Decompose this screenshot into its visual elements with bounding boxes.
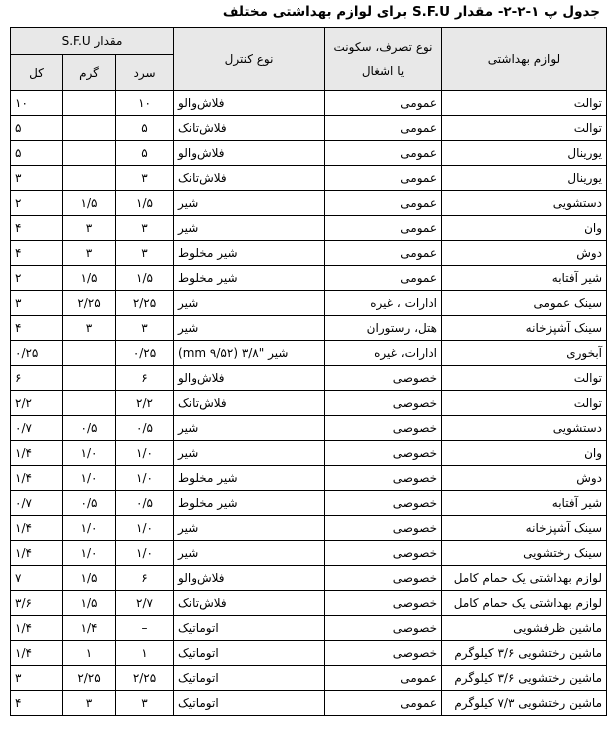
cell-usage: عمومی xyxy=(325,691,442,716)
cell-fixture: دستشویی xyxy=(442,191,607,216)
cell-control: فلاش‌تانک xyxy=(174,116,325,141)
table-row xyxy=(11,391,607,416)
cell-control: فلاش‌تانک xyxy=(174,166,325,191)
cell-usage: عمومی xyxy=(325,166,442,191)
cell-fixture: توالت xyxy=(442,391,607,416)
cell-fixture: توالت xyxy=(442,91,607,116)
cell-hot: ۳ xyxy=(63,316,116,341)
cell-fixture: دوش xyxy=(442,466,607,491)
cell-control: اتوماتیک xyxy=(174,691,325,716)
cell-fixture: دستشویی xyxy=(442,416,607,441)
cell-control: شیر xyxy=(174,516,325,541)
cell-total: ۱/۴ xyxy=(11,466,63,491)
cell-usage: خصوصی xyxy=(325,466,442,491)
cell-hot xyxy=(63,141,116,166)
header-total: کل xyxy=(11,55,63,91)
cell-total: ۲/۲ xyxy=(11,391,63,416)
cell-total: ۱/۴ xyxy=(11,541,63,566)
cell-cold: ۱/۵ xyxy=(116,191,174,216)
cell-fixture: سینک آشپزخانه xyxy=(442,516,607,541)
cell-fixture: لوازم بهداشتی یک حمام کامل xyxy=(442,591,607,616)
table-row xyxy=(11,166,607,191)
cell-fixture: توالت xyxy=(442,116,607,141)
cell-usage: عمومی xyxy=(325,216,442,241)
cell-total: ۳ xyxy=(11,166,63,191)
cell-total: ۷ xyxy=(11,566,63,591)
cell-fixture: ماشین ظرفشویی xyxy=(442,616,607,641)
header-cold: سرد xyxy=(116,55,174,91)
cell-usage: خصوصی xyxy=(325,541,442,566)
cell-control: فلاش‌والو xyxy=(174,566,325,591)
table-header xyxy=(11,28,607,91)
table-row xyxy=(11,566,607,591)
cell-usage: عمومی xyxy=(325,91,442,116)
cell-cold: ۲/۲۵ xyxy=(116,291,174,316)
table-row xyxy=(11,91,607,116)
cell-hot: ۳ xyxy=(63,216,116,241)
cell-usage: عمومی xyxy=(325,266,442,291)
cell-hot: ۱/۵ xyxy=(63,591,116,616)
cell-cold: ۲/۲۵ xyxy=(116,666,174,691)
cell-total: ۵ xyxy=(11,141,63,166)
cell-cold: ۳ xyxy=(116,316,174,341)
cell-hot: ۱/۰ xyxy=(63,516,116,541)
header-usage: نوع تصرف، سکونت یا اشغال xyxy=(325,28,442,91)
cell-cold: ۰/۲۵ xyxy=(116,341,174,366)
cell-total: ۰/۲۵ xyxy=(11,341,63,366)
table-row xyxy=(11,116,607,141)
table-row xyxy=(11,691,607,716)
cell-fixture: ماشین رختشویی ۷/۳ کیلوگرم xyxy=(442,691,607,716)
cell-control: اتوماتیک xyxy=(174,616,325,641)
cell-hot: ۱/۰ xyxy=(63,541,116,566)
cell-total: ۱/۴ xyxy=(11,641,63,666)
cell-fixture: یورینال xyxy=(442,166,607,191)
table-title: جدول پ ۱-۲-۲- مقدار S.F.U برای لوازم بهداشتی مختلف xyxy=(222,4,600,20)
table-row xyxy=(11,441,607,466)
cell-total: ۵ xyxy=(11,116,63,141)
cell-total: ۶ xyxy=(11,366,63,391)
cell-usage: خصوصی xyxy=(325,516,442,541)
cell-control: شیر xyxy=(174,541,325,566)
cell-total: ۲ xyxy=(11,191,63,216)
cell-total: ۴ xyxy=(11,316,63,341)
table-row xyxy=(11,341,607,366)
header-hot: گرم xyxy=(63,55,116,91)
cell-usage: خصوصی xyxy=(325,491,442,516)
cell-hot: ۰/۵ xyxy=(63,491,116,516)
cell-hot: ۱ xyxy=(63,641,116,666)
sfu-table xyxy=(10,27,607,716)
cell-total: ۲ xyxy=(11,266,63,291)
cell-fixture: دوش xyxy=(442,241,607,266)
cell-fixture: سینک آشپزخانه xyxy=(442,316,607,341)
cell-cold: ۳ xyxy=(116,241,174,266)
cell-total: ۴ xyxy=(11,241,63,266)
table-row xyxy=(11,266,607,291)
header-control: نوع کنترل xyxy=(174,28,325,91)
cell-usage: عمومی xyxy=(325,241,442,266)
cell-cold: ۳ xyxy=(116,216,174,241)
cell-usage: عمومی xyxy=(325,191,442,216)
table-row xyxy=(11,641,607,666)
cell-usage: خصوصی xyxy=(325,441,442,466)
cell-cold: ۱/۵ xyxy=(116,266,174,291)
cell-fixture: سینک رختشویی xyxy=(442,541,607,566)
cell-cold: ۱/۰ xyxy=(116,516,174,541)
cell-hot: ۲/۲۵ xyxy=(63,291,116,316)
cell-usage: خصوصی xyxy=(325,416,442,441)
cell-hot: ۱/۰ xyxy=(63,466,116,491)
cell-control: شیر xyxy=(174,316,325,341)
cell-fixture: شیر آفتابه xyxy=(442,491,607,516)
cell-usage: عمومی xyxy=(325,666,442,691)
cell-hot xyxy=(63,166,116,191)
cell-control: فلاش‌والو xyxy=(174,141,325,166)
cell-fixture: توالت xyxy=(442,366,607,391)
table-row xyxy=(11,466,607,491)
cell-total: ۰/۷ xyxy=(11,416,63,441)
cell-total: ۳ xyxy=(11,291,63,316)
cell-cold: ۲/۷ xyxy=(116,591,174,616)
cell-cold: ۲/۲ xyxy=(116,391,174,416)
table-row xyxy=(11,291,607,316)
cell-control: شیر مخلوط xyxy=(174,241,325,266)
cell-usage: خصوصی xyxy=(325,366,442,391)
cell-total: ۱۰ xyxy=(11,91,63,116)
table-row xyxy=(11,491,607,516)
cell-total: ۴ xyxy=(11,216,63,241)
table-row xyxy=(11,241,607,266)
cell-hot: ۱/۵ xyxy=(63,191,116,216)
table-row xyxy=(11,541,607,566)
cell-cold: ۱/۰ xyxy=(116,466,174,491)
cell-cold: ۱ xyxy=(116,641,174,666)
cell-hot: ۳ xyxy=(63,241,116,266)
cell-fixture: یورینال xyxy=(442,141,607,166)
cell-cold: ۰/۵ xyxy=(116,416,174,441)
cell-total: ۱/۴ xyxy=(11,616,63,641)
cell-usage: ادارات ، غیره xyxy=(325,291,442,316)
cell-cold: ۳ xyxy=(116,166,174,191)
cell-control: شیر xyxy=(174,291,325,316)
cell-usage: خصوصی xyxy=(325,391,442,416)
cell-cold: ۳ xyxy=(116,691,174,716)
table-row xyxy=(11,666,607,691)
cell-control: فلاش‌تانک xyxy=(174,591,325,616)
cell-cold: ۶ xyxy=(116,566,174,591)
cell-cold: – xyxy=(116,616,174,641)
cell-hot: ۱/۵ xyxy=(63,266,116,291)
header-sfu: مقدار S.F.U xyxy=(11,28,174,55)
cell-control: شیر xyxy=(174,191,325,216)
cell-control: شیر مخلوط xyxy=(174,491,325,516)
cell-fixture: وان xyxy=(442,216,607,241)
header-fixture: لوازم بهداشتی xyxy=(442,28,607,91)
cell-usage: خصوصی xyxy=(325,641,442,666)
cell-total: ۱/۴ xyxy=(11,441,63,466)
cell-usage: عمومی xyxy=(325,116,442,141)
cell-fixture: لوازم بهداشتی یک حمام کامل xyxy=(442,566,607,591)
cell-usage: عمومی xyxy=(325,141,442,166)
table-row xyxy=(11,216,607,241)
table-row xyxy=(11,616,607,641)
cell-fixture: ماشین رختشویی ۳/۶ کیلوگرم xyxy=(442,641,607,666)
cell-fixture: سینک عمومی xyxy=(442,291,607,316)
cell-fixture: وان xyxy=(442,441,607,466)
cell-usage: خصوصی xyxy=(325,591,442,616)
cell-hot: ۲/۲۵ xyxy=(63,666,116,691)
cell-hot xyxy=(63,116,116,141)
cell-cold: ۱۰ xyxy=(116,91,174,116)
cell-cold: ۱/۰ xyxy=(116,541,174,566)
cell-cold: ۵ xyxy=(116,116,174,141)
cell-control: اتوماتیک xyxy=(174,666,325,691)
cell-cold: ۰/۵ xyxy=(116,491,174,516)
cell-hot: ۱/۵ xyxy=(63,566,116,591)
cell-cold: ۵ xyxy=(116,141,174,166)
cell-cold: ۶ xyxy=(116,366,174,391)
cell-hot xyxy=(63,366,116,391)
cell-control: شیر مخلوط xyxy=(174,266,325,291)
table-row xyxy=(11,366,607,391)
cell-hot: ۱/۴ xyxy=(63,616,116,641)
cell-hot: ۰/۵ xyxy=(63,416,116,441)
cell-control: شیر xyxy=(174,216,325,241)
table-row xyxy=(11,591,607,616)
cell-hot xyxy=(63,91,116,116)
table-row xyxy=(11,516,607,541)
cell-control: شیر مخلوط xyxy=(174,466,325,491)
cell-control: فلاش‌تانک xyxy=(174,391,325,416)
cell-control: فلاش‌والو xyxy=(174,91,325,116)
cell-hot xyxy=(63,391,116,416)
cell-usage: هتل، رستوران xyxy=(325,316,442,341)
cell-fixture: شیر آفتابه xyxy=(442,266,607,291)
cell-usage: خصوصی xyxy=(325,616,442,641)
cell-usage: خصوصی xyxy=(325,566,442,591)
table-row xyxy=(11,316,607,341)
cell-control: اتوماتیک xyxy=(174,641,325,666)
cell-control: شیر xyxy=(174,416,325,441)
cell-fixture: آبخوری xyxy=(442,341,607,366)
cell-hot: ۳ xyxy=(63,691,116,716)
table-row xyxy=(11,191,607,216)
cell-cold: ۱/۰ xyxy=(116,441,174,466)
cell-hot xyxy=(63,341,116,366)
cell-control: فلاش‌والو xyxy=(174,366,325,391)
cell-total: ۳/۶ xyxy=(11,591,63,616)
cell-total: ۴ xyxy=(11,691,63,716)
cell-control: شیر "۳/۸ (۹/۵۲ mm) xyxy=(174,341,325,366)
table-row xyxy=(11,141,607,166)
cell-total: ۱/۴ xyxy=(11,516,63,541)
cell-hot: ۱/۰ xyxy=(63,441,116,466)
cell-fixture: ماشین رختشویی ۳/۶ کیلوگرم xyxy=(442,666,607,691)
cell-total: ۰/۷ xyxy=(11,491,63,516)
cell-total: ۳ xyxy=(11,666,63,691)
cell-usage: ادارات، غیره xyxy=(325,341,442,366)
table-row xyxy=(11,416,607,441)
table-body xyxy=(11,91,607,716)
cell-control: شیر xyxy=(174,441,325,466)
